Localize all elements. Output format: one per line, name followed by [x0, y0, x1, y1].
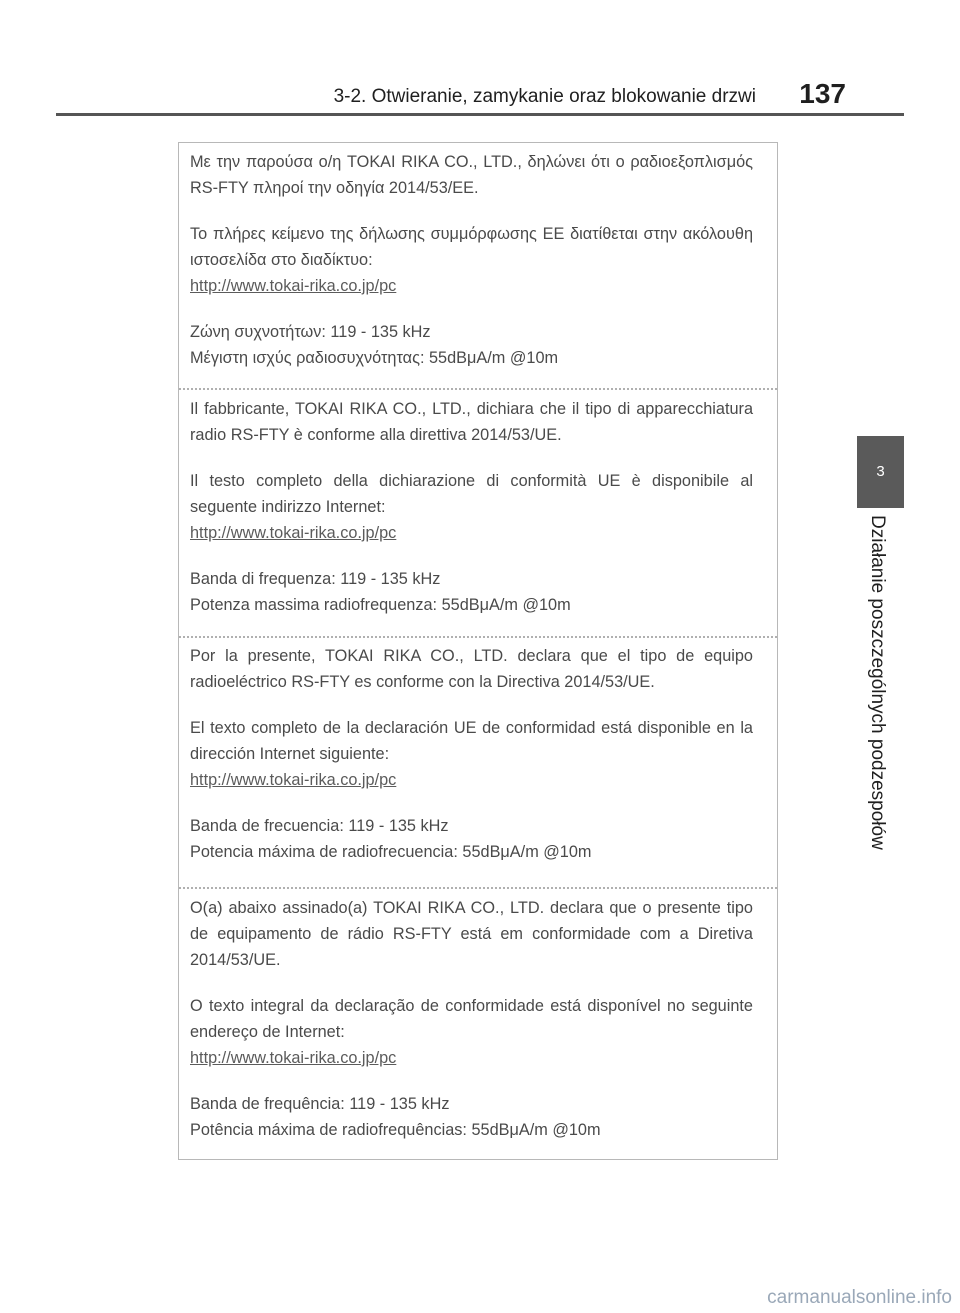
declaration-link[interactable]: http://www.tokai-rika.co.jp/pc — [190, 277, 397, 295]
chapter-tab: 3 — [857, 436, 904, 508]
watermark: carmanualsonline.info — [767, 1287, 952, 1308]
page-number: 137 — [799, 78, 846, 109]
url-paragraph — [179, 767, 777, 793]
declaration-link[interactable]: http://www.tokai-rika.co.jp/pc — [190, 771, 397, 789]
declaration-text: Il fabbricante, TOKAI RIKA CO., LTD., dichiara che il tipo di apparecchiatura radio RS-FTY è conforme alla direttiva 2014/53/UE. — [190, 400, 753, 444]
page-header — [56, 74, 906, 112]
frequency-text: Banda de frequência: 119 - 135 kHz — [190, 1095, 450, 1113]
url-paragraph — [179, 273, 777, 299]
full-text-note: El texto completo de la declaración UE de conformidad está disponible en la dirección Internet siguiente: — [190, 719, 753, 763]
section-greek — [179, 149, 777, 371]
frequency-text: Banda di frequenza: 119 - 135 kHz — [190, 570, 441, 588]
section-spanish — [179, 643, 777, 865]
header-rule — [56, 113, 904, 116]
section-divider — [179, 636, 777, 638]
section-divider — [179, 887, 777, 889]
full-text-note: O texto integral da declaração de conformidade está disponível no seguinte endereço de Internet: — [190, 997, 753, 1041]
declaration-link[interactable]: http://www.tokai-rika.co.jp/pc — [190, 524, 397, 542]
power-text: Μέγιστη ισχύς ραδιοσυχνότητας: 55dBμA/m @10m — [190, 349, 559, 367]
section-italian — [179, 396, 777, 618]
declaration-text: O(a) abaixo assinado(a) TOKAI RIKA CO., LTD. declara que o presente tipo de equipamento de rádio RS-FTY está em conformidade com a Diretiva 2014/53/UE. — [190, 899, 753, 969]
declaration-text: Με την παρούσα ο/η TOKAI RIKA CO., LTD., δηλώνει ότι ο ραδιοεξοπλισμός RS-FTY πληροί την οδηγία 2014/53/ΕΕ. — [190, 153, 753, 197]
section-title: 3-2. Otwieranie, zamykanie oraz blokowanie drzwi — [333, 86, 756, 107]
power-text: Potencia máxima de radiofrecuencia: 55dBμA/m @10m — [190, 843, 592, 861]
declaration-link[interactable]: http://www.tokai-rika.co.jp/pc — [190, 1049, 397, 1067]
full-text-note: Il testo completo della dichiarazione di conformità UE è disponibile al seguente indirizzo Internet: — [190, 472, 753, 516]
chapter-title: Działanie poszczególnych podzespołów — [867, 515, 888, 850]
section-portuguese — [179, 895, 777, 1143]
power-text: Potência máxima de radiofrequências: 55dBμA/m @10m — [190, 1121, 601, 1139]
url-paragraph — [179, 1045, 777, 1071]
frequency-text: Banda de frecuencia: 119 - 135 kHz — [190, 817, 449, 835]
power-text: Potenza massima radiofrequenza: 55dBμA/m @10m — [190, 596, 571, 614]
declaration-box — [178, 142, 778, 1160]
url-paragraph — [179, 520, 777, 546]
full-text-note: Το πλήρες κείμενο της δήλωσης συμμόρφωσης ΕΕ διατίθεται στην ακόλουθη ιστοσελίδα στο διαδίκτυο: — [190, 225, 753, 269]
section-divider — [179, 388, 777, 390]
frequency-text: Ζώνη συχνοτήτων: 119 - 135 kHz — [190, 323, 431, 341]
declaration-text: Por la presente, TOKAI RIKA CO., LTD. declara que el tipo de equipo radioeléctrico RS-FTY es conforme con la Directiva 2014/53/UE. — [190, 647, 753, 691]
